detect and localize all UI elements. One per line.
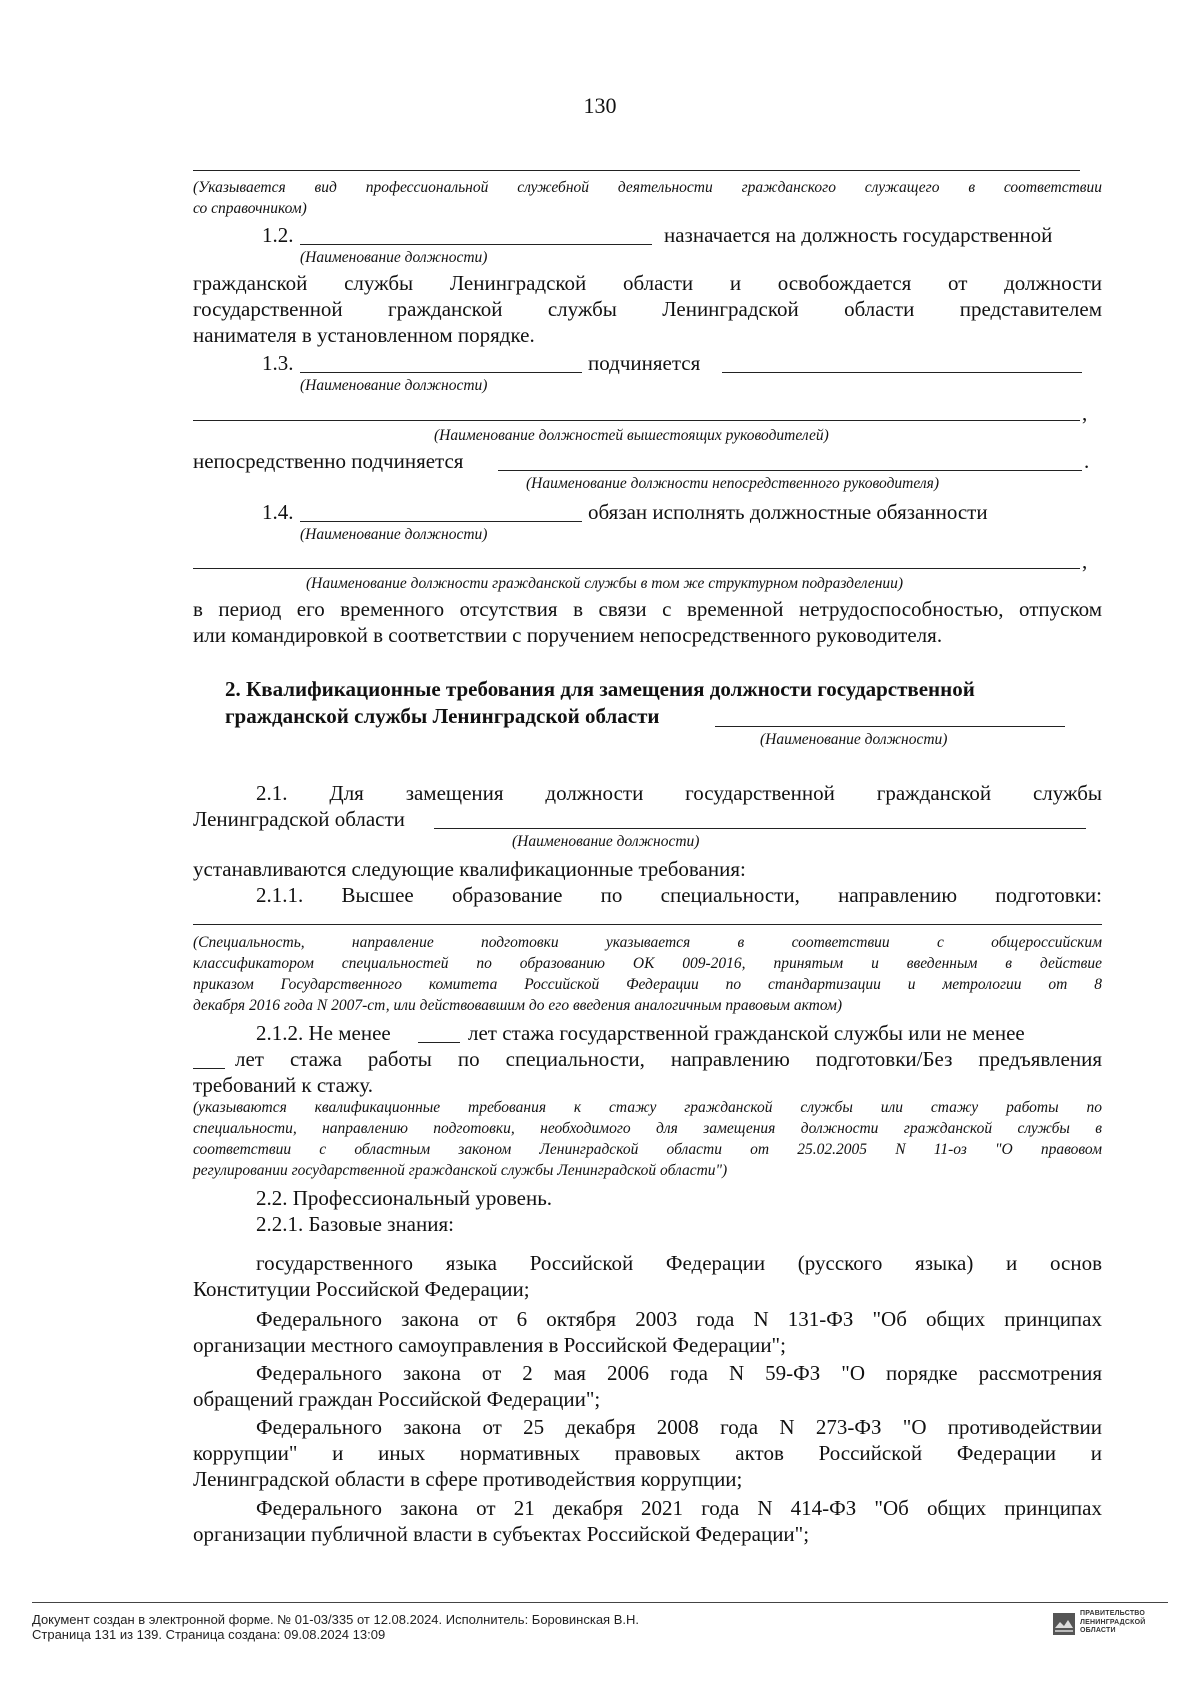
paragraph-1-3-text: подчиняется <box>588 351 701 375</box>
knowledge-1-line-1: государственного языка Российской Федерации (русского языка) и основ <box>256 1251 1102 1275</box>
knowledge-4-line-2: коррупции" и иных нормативных правовых актов Российской Федерации и <box>193 1441 1102 1465</box>
paragraph-1-2-line-3: государственной гражданской службы Ленинградской области представителем <box>193 297 1102 321</box>
logo-caption-line-1: ПРАВИТЕЛЬСТВО <box>1080 1610 1146 1617</box>
activity-blank-line <box>193 170 1080 171</box>
footer-document-info: Документ создан в электронной форме. № 01-03/335 от 12.08.2024. Исполнитель: Боровинская В.Н. <box>32 1612 639 1627</box>
position-caption-1-3: (Наименование должности) <box>300 377 488 394</box>
knowledge-3-line-1: Федерального закона от 2 мая 2006 года N 59-ФЗ "О порядке рассмотрения <box>256 1361 1102 1385</box>
position-blank-1-3 <box>300 372 582 373</box>
section-2-heading-line-1: 2. Квалификационные требования для замещения должности государственной <box>225 677 975 701</box>
activity-caption-line-2: со справочником) <box>193 200 307 217</box>
knowledge-3-line-2: обращений граждан Российской Федерации"; <box>193 1387 601 1411</box>
paragraph-1-4-text: обязан исполнять должностные обязанности <box>588 500 988 524</box>
paragraph-1-2-text: назначается на должность государственной <box>664 223 1053 247</box>
paragraph-2-2-1: 2.2.1. Базовые знания: <box>256 1212 454 1236</box>
experience-note-line-3: соответствии с областным законом Ленинградской области от 25.02.2005 N 11-оз "О правовом <box>193 1141 1102 1158</box>
experience-note-line-4: регулировании государственной гражданской службы Ленинградской области") <box>193 1162 728 1179</box>
paragraph-1-2-number: 1.2. <box>262 223 294 247</box>
paragraph-1-3-number: 1.3. <box>262 351 294 375</box>
specialty-note-line-1: (Специальность, направление подготовки указывается в соответствии с общероссийским <box>193 934 1102 951</box>
paragraph-2-1-position-blank <box>434 828 1086 829</box>
civil-service-years-blank <box>418 1042 460 1043</box>
same-unit-caption: (Наименование должности гражданской службы в том же структурном подразделении) <box>306 575 904 592</box>
specialty-note-line-4: декабря 2016 года N 2007-ст, или действовавшим до его введения аналогичным правовым актом) <box>193 997 843 1014</box>
position-blank-1-4 <box>300 521 582 522</box>
paragraph-1-2-line-4: нанимателя в установленном порядке. <box>193 323 535 347</box>
footer-divider <box>32 1602 1168 1603</box>
emblem-icon <box>1052 1612 1076 1636</box>
paragraph-2-1-line-3: устанавливаются следующие квалификационные требования: <box>193 857 746 881</box>
logo-caption <box>1080 1610 1145 1636</box>
logo-caption-line-2: ЛЕНИНГРАДСКОЙ <box>1080 1618 1146 1626</box>
knowledge-4-line-3: Ленинградской области в сфере противодействия коррупции; <box>193 1467 743 1491</box>
direct-manager-caption: (Наименование должности непосредственного руководителя) <box>526 475 939 492</box>
knowledge-5-line-2: организации публичной власти в субъектах Российской Федерации"; <box>193 1522 810 1546</box>
government-logo <box>1052 1610 1162 1640</box>
knowledge-2-line-1: Федерального закона от 6 октября 2003 года N 131-ФЗ "Об общих принципах <box>256 1307 1102 1331</box>
paragraph-2-2: 2.2. Профессиональный уровень. <box>256 1186 553 1210</box>
superiors-caption: (Наименование должностей вышестоящих руководителей) <box>434 427 829 444</box>
paragraph-2-1-2-line-2: лет стажа работы по специальности, направлению подготовки/Без предъявления <box>235 1047 1102 1071</box>
direct-manager-blank <box>498 470 1082 471</box>
subordinate-blank-1-3 <box>722 372 1082 373</box>
paragraph-2-1-2-line-3: требований к стажу. <box>193 1073 374 1097</box>
paragraph-1-4-line-2: в период его временного отсутствия в связи с временной нетрудоспособностью, отпуском <box>193 597 1102 621</box>
paragraph-1-4-line-3: или командировкой в соответствии с поручением непосредственного руководителя. <box>193 623 943 647</box>
position-caption-1-4: (Наименование должности) <box>300 526 488 543</box>
paragraph-2-1-2-part-a: 2.1.2. Не менее <box>256 1021 391 1045</box>
paragraph-2-1-line-1: 2.1. Для замещения должности государственной гражданской службы <box>256 781 1102 805</box>
activity-caption-line-1: (Указывается вид профессиональной служебной деятельности гражданского служащего в соответствии <box>193 179 1102 196</box>
section-2-position-caption: (Наименование должности) <box>760 731 948 748</box>
specialty-note-line-3: приказом Государственного комитета Российской Федерации по стандартизации и метрологии от 8 <box>193 976 1102 993</box>
paragraph-1-2-line-2: гражданской службы Ленинградской области и освобождается от должности <box>193 271 1102 295</box>
knowledge-4-line-1: Федерального закона от 25 декабря 2008 года N 273-ФЗ "О противодействии <box>256 1415 1102 1439</box>
direct-period: . <box>1084 449 1090 473</box>
superiors-comma: , <box>1082 401 1088 425</box>
logo-caption-line-3: ОБЛАСТИ <box>1080 1627 1116 1634</box>
specialty-years-blank <box>193 1068 225 1069</box>
same-unit-blank-line <box>193 568 1080 569</box>
section-2-heading-line-2: гражданской службы Ленинградской области <box>225 704 660 728</box>
knowledge-2-line-2: организации местного самоуправления в Российской Федерации"; <box>193 1333 786 1357</box>
direct-subordination-label: непосредственно подчиняется <box>193 449 464 473</box>
page-number: 130 <box>583 93 617 118</box>
experience-note-line-2: специальности, направлению подготовки, необходимого для замещения должности гражданской службы в <box>193 1120 1102 1137</box>
knowledge-1-line-2: Конституции Российской Федерации; <box>193 1277 530 1301</box>
superiors-blank-line <box>193 420 1080 421</box>
position-blank-1-2 <box>300 244 652 245</box>
paragraph-2-1-line-2: Ленинградской области <box>193 807 405 831</box>
paragraph-1-4-number: 1.4. <box>262 500 294 524</box>
footer-page-info: Страница 131 из 139. Страница создана: 09.08.2024 13:09 <box>32 1627 386 1642</box>
section-2-position-blank <box>715 726 1065 727</box>
specialty-blank-line <box>193 924 1102 925</box>
paragraph-2-1-2-part-b: лет стажа государственной гражданской службы или не менее <box>468 1021 1025 1045</box>
position-caption-1-2: (Наименование должности) <box>300 249 488 266</box>
paragraph-2-1-position-caption: (Наименование должности) <box>512 833 700 850</box>
experience-note-line-1: (указываются квалификационные требования к стажу гражданской службы или стажу работы по <box>193 1099 1102 1116</box>
knowledge-5-line-1: Федерального закона от 21 декабря 2021 года N 414-ФЗ "Об общих принципах <box>256 1496 1102 1520</box>
paragraph-2-1-1: 2.1.1. Высшее образование по специальности, направлению подготовки: <box>256 883 1102 907</box>
specialty-note-line-2: классификатором специальностей по образованию ОК 009-2016, принятым и введенным в действие <box>193 955 1102 972</box>
same-unit-comma: , <box>1082 549 1088 573</box>
